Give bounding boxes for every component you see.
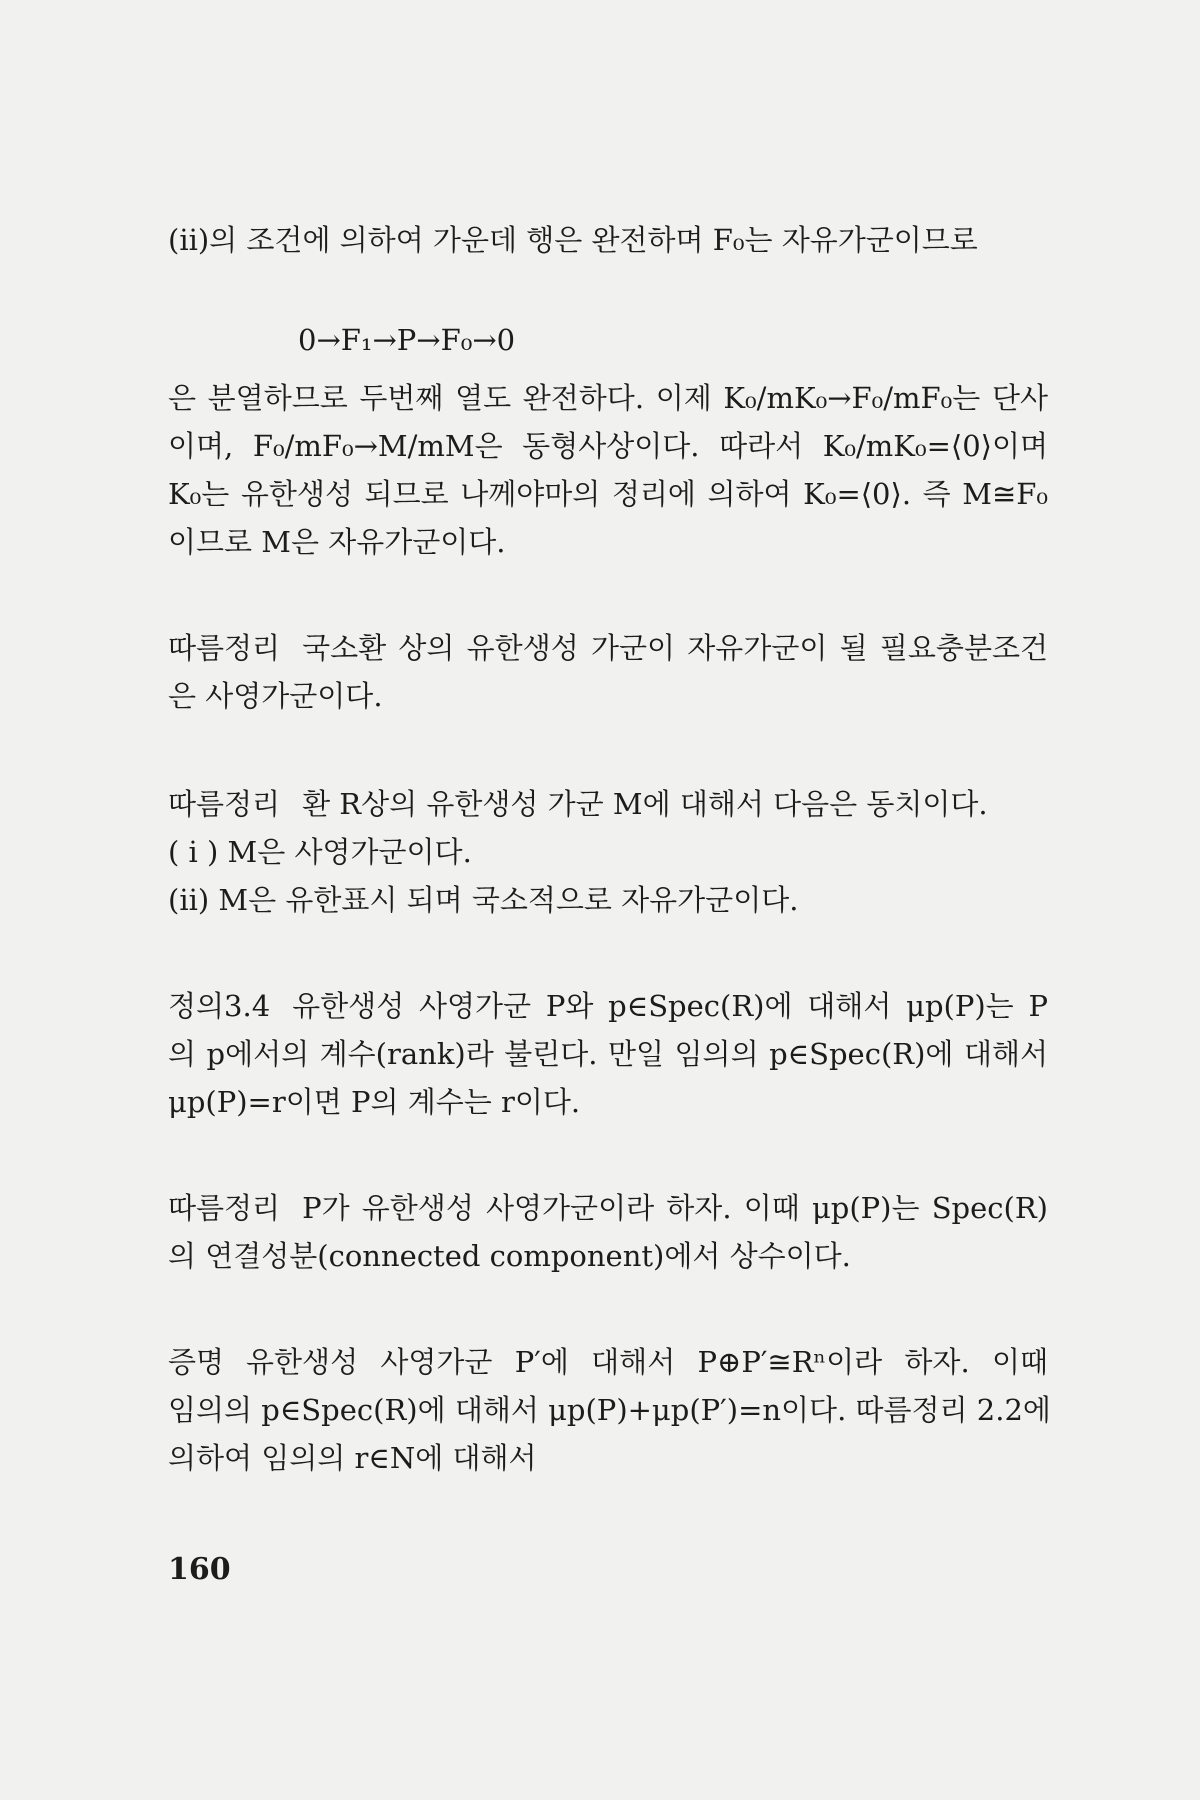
corollary-label: 따름정리 (168, 631, 281, 665)
paragraph-split-line-1: 은 분열하므로 두번째 열도 완전하다. 이제 K₀/mK₀→F₀/mF₀는 단사 (168, 381, 1048, 415)
paragraph-split-line-2: 이며, F₀/mF₀→M/mM은 동형사상이다. 따라서 K₀/mK₀=⟨0⟩이며 (168, 429, 1048, 463)
paragraph-split-line-3: K₀는 유한생성 되므로 나께야마의 정리에 의하여 K₀=⟨0⟩. 즉 M≅F₀ (168, 477, 1048, 511)
definition-3-4-line-3: μp(P)=r이면 P의 계수는 r이다. (168, 1085, 581, 1119)
corollary-text: P가 유한생성 사영가군이라 하자. 이때 μp(P)는 Spec(R) (302, 1191, 1048, 1225)
definition-3-4-line-1 (168, 984, 1048, 1028)
corollary-equivalence-head (168, 782, 1048, 826)
corollary-equivalence-item-ii: (ii) M은 유한표시 되며 국소적으로 자유가군이다. (168, 883, 799, 917)
corollary-text: 환 R상의 유한생성 가군 M에 대해서 다음은 동치이다. (302, 787, 988, 821)
proof-line-1 (168, 1340, 1048, 1384)
definition-label: 정의3.4 (168, 989, 271, 1023)
exact-sequence-formula: 0→F₁→P→F₀→0 (298, 323, 516, 357)
page-number: 160 (168, 1552, 231, 1587)
definition-3-4-line-2: 의 p에서의 계수(rank)라 불린다. 만일 임의의 p∈Spec(R)에 대해서 (168, 1037, 1048, 1071)
paragraph-condition-ii: (ii)의 조건에 의하여 가운데 행은 완전하며 F₀는 자유가군이므로 (168, 223, 978, 257)
corollary-local-ring-line-2: 은 사영가군이다. (168, 679, 383, 713)
proof-label: 증명 (168, 1345, 225, 1379)
corollary-label: 따름정리 (168, 1191, 281, 1225)
corollary-rank-line-2: 의 연결성분(connected component)에서 상수이다. (168, 1239, 851, 1273)
corollary-text: 국소환 상의 유한생성 가군이 자유가군이 될 필요충분조건 (302, 631, 1048, 665)
paragraph-split-line-4: 이므로 M은 자유가군이다. (168, 525, 506, 559)
definition-text: 유한생성 사영가군 P와 p∈Spec(R)에 대해서 μp(P)는 P (292, 989, 1048, 1023)
corollary-label: 따름정리 (168, 787, 281, 821)
proof-line-2: 임의의 p∈Spec(R)에 대해서 μp(P)+μp(P′)=n이다. 따름정리 2.2에 (168, 1393, 1051, 1427)
proof-text: 유한생성 사영가군 P′에 대해서 P⊕P′≅Rⁿ이라 하자. 이때 (246, 1345, 1048, 1379)
corollary-local-ring-line-1 (168, 626, 1048, 670)
corollary-equivalence-item-i: ( i ) M은 사영가군이다. (168, 835, 472, 869)
proof-line-3: 의하여 임의의 r∈N에 대해서 (168, 1441, 537, 1475)
corollary-rank-line-1 (168, 1186, 1048, 1230)
